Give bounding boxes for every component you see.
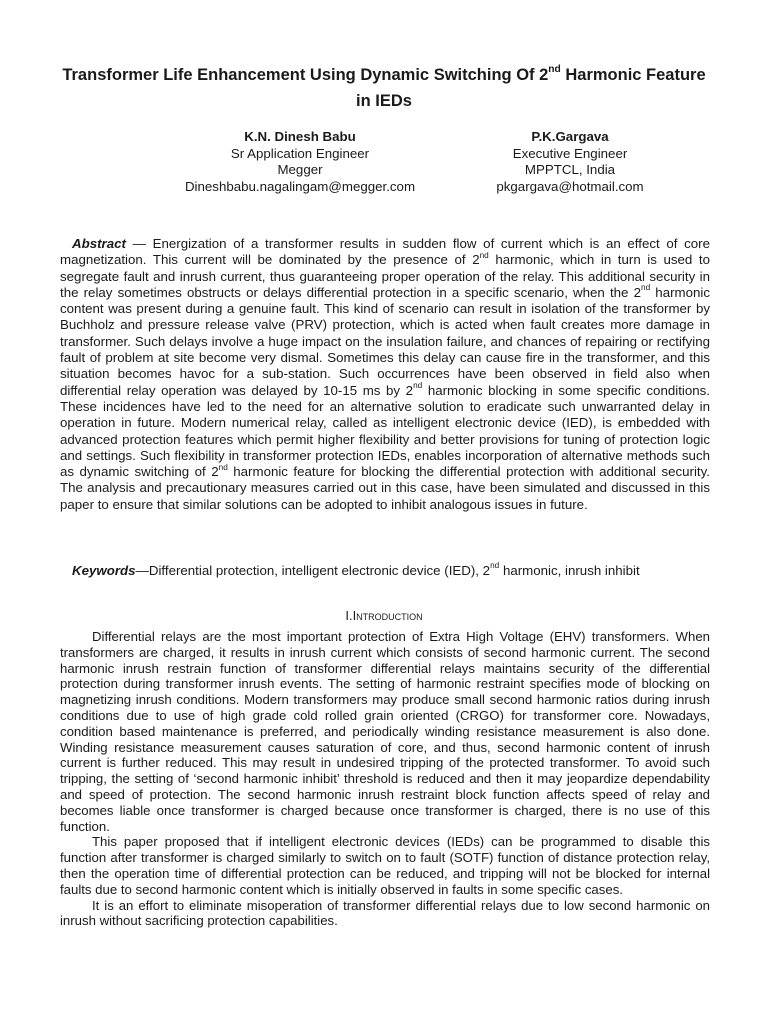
paper-title [60, 62, 708, 114]
body-paragraph: Differential relays are the most important protection of Extra High Voltage (EHV) transformers. When transformers are charged, it results in inrush current which consists of second harmonic current. The second harmonic inrush restrain function of transformer differential relays maintains security of the differential protection during transformer inrush events. The setting of harmonic restraint specifies mode of blocking on magnetizing inrush conditions. Modern transformers may produce small second harmonic ratios during inrush conditions due to use of high grade cold rolled grain oriented (CRGO) for transformer core. Nowadays, condition based maintenance is preferred, and periodically winding resistance measurement is also done. Winding resistance measurement causes saturation of core, and thus, second harmonic content of inrush current is further reduced. This may result in undesired tripping of the protected transformer. To avoid such tripping, the setting of ‘second harmonic inhibit’ threshold is reduced and then it may jeopardize dependability and speed of protection. The second harmonic inrush restraint block function affects speed of relay and becomes liable once transformer is charged because once transformer is charged, there is no use of this function. [60, 629, 710, 834]
body-paragraph: This paper proposed that if intelligent electronic devices (IEDs) can be programmed to disable this function after transformer is charged similarly to switch on to fault (SOTF) function of distance protection relay, then the operation time of differential protection can be reduced, and tripping will not be blocked for internal faults due to second harmonic content which is initially observed in faults in some specific cases. [60, 834, 710, 897]
author-email: pkgargava@hotmail.com [496, 178, 644, 194]
title-text-1: Transformer Life Enhancement Using Dynamic Switching Of 2 [62, 66, 549, 84]
author-org: MPPTCL, India [524, 162, 616, 177]
superscript: nd [490, 561, 500, 571]
author-block-2 [465, 129, 675, 195]
author-name: K.N. Dinesh Babu [244, 129, 356, 144]
abstract-label: Abstract [72, 236, 126, 251]
title-text-2: Harmonic Feature in IEDs [356, 66, 706, 110]
author-role: Executive Engineer [512, 145, 628, 161]
abstract-text: harmonic blocking in some specific conditions. These incidences have led to the need for an alternative solution to eradicate such unwarranted delay in operation in future. Modern numerical relay, called as intelligent electronic device (IED), is embedded with advanced protection features which permit higher flexibility and better provisions for tuning of protection logic and settings. Such flexibility in transformer protection IEDs, enables incorporation of alternative methods such as dynamic switching of 2 [60, 382, 710, 480]
superscript: nd [479, 250, 489, 260]
author-email: Dineshbabu.nagalingam@megger.com [184, 178, 416, 194]
section-heading [60, 608, 708, 623]
superscript: nd [640, 283, 651, 293]
author-role: Sr Application Engineer [230, 145, 370, 161]
keywords [72, 563, 712, 579]
keywords-text: harmonic, inrush inhibit [499, 563, 640, 578]
body-paragraph: It is an effort to eliminate misoperation of transformer differential relays due to low second harmonic on inrush without sacrificing protection capabilities. [60, 897, 710, 929]
superscript: nd [413, 381, 423, 391]
abstract-text: harmonic, which in turn is used to segregate fault and inrush current, thus guaranteeing proper operation of the relay. This additional security in the relay sometimes obstructs or delays differential protection in a specific scenario, when the 2 [60, 252, 710, 300]
author-block-1 [170, 129, 430, 195]
abstract [60, 236, 710, 513]
superscript: nd [218, 462, 228, 472]
author-org: Megger [277, 162, 323, 177]
abstract-dash: — [125, 236, 153, 251]
title-superscript: nd [548, 63, 561, 75]
abstract-text: Energization of a transformer results in sudden flow of current which is an effect of core magnetization. This current will be dominated by the presence of 2 [60, 236, 710, 268]
keywords-text: —Differential protection, intelligent electronic device (IED), 2 [135, 563, 491, 578]
section-number: I. [345, 608, 353, 623]
introduction-body [60, 629, 710, 929]
author-name: P.K.Gargava [531, 129, 609, 144]
abstract-text: harmonic content was present during a genuine fault. This kind of scenario can result in isolation of the transformer by Buchholz and pressure release valve (PRV) protection, which is acted when fault creates more damage in transformer. Such delays involve a huge impact on the insulation failure, and chances of repairing or rectifying fault of problem at site become very dismal. Sometimes this delay can cause fire in the transformer, and this situation becomes havoc for a sub-station. Such occurrences have been observed in field also when differential relay operation was delayed by 10-15 ms by 2 [60, 284, 710, 398]
abstract-text: harmonic feature for blocking the differential protection with additional security. The analysis and precautionary measures carried out in this case, have been simulated and discussed in this paper to ensure that similar solutions can be adopted to inhibit analogous issues in future. [60, 464, 710, 512]
section-title: Introduction [352, 608, 423, 623]
keywords-label: Keywords [72, 563, 136, 578]
